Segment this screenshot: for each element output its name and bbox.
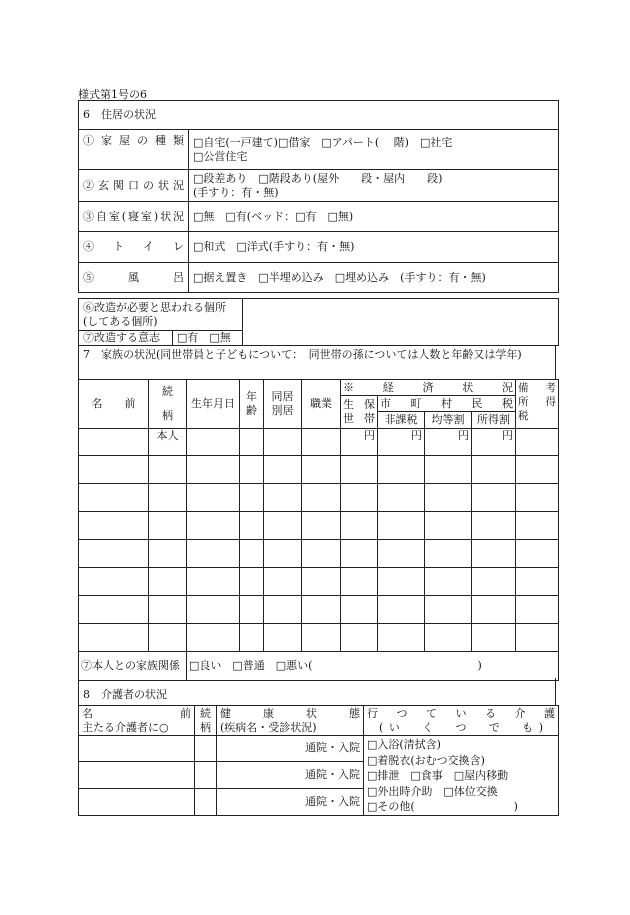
entrance-options[interactable]: □段差あり □階段あり(屋外 段・屋内 段) (手すり：有・無) [189, 170, 559, 202]
family-cell[interactable] [341, 456, 378, 484]
header-welfare: 生保 世帯 [341, 396, 378, 429]
family-row[interactable] [79, 512, 559, 540]
header-economy: ※ 経 済 状 況 [341, 380, 516, 396]
family-cell[interactable] [378, 484, 425, 512]
family-cell[interactable] [264, 456, 302, 484]
renovation-table [78, 298, 559, 346]
renovation-intent-label: ⑦改造する意志 [79, 331, 173, 346]
family-cell[interactable] [425, 456, 472, 484]
family-cell[interactable] [240, 568, 264, 596]
family-cell[interactable] [425, 568, 472, 596]
family-cell[interactable] [341, 540, 378, 568]
family-cell[interactable] [187, 540, 240, 568]
caregiver-relation-field[interactable] [195, 789, 217, 816]
header-birthdate: 生年月日 [187, 380, 240, 429]
visit-label[interactable]: 通院・入院 [217, 736, 364, 762]
family-cell[interactable] [425, 624, 472, 652]
header-job: 職業 [302, 380, 341, 429]
care-item[interactable]: □その他( ) [367, 800, 518, 813]
family-cell[interactable] [187, 456, 240, 484]
family-cell[interactable] [187, 484, 240, 512]
header-municipal-tax: 市 町 村 民 税 [378, 396, 516, 412]
family-row[interactable] [79, 540, 559, 568]
family-table [78, 379, 559, 681]
family-cell[interactable] [264, 624, 302, 652]
family-cell[interactable] [425, 512, 472, 540]
care-items[interactable] [364, 736, 559, 816]
relationship-options[interactable]: □良い □普通 □悪い( ) [187, 652, 559, 681]
family-cell[interactable] [472, 512, 516, 540]
form-number: 様式第1号の6 [78, 88, 147, 101]
family-cell[interactable] [79, 624, 149, 652]
family-cell[interactable] [472, 624, 516, 652]
family-cell[interactable] [425, 540, 472, 568]
header-age: 年 齢 [240, 380, 264, 429]
family-cell[interactable] [264, 540, 302, 568]
family-cell[interactable] [516, 624, 559, 652]
family-cell[interactable] [472, 596, 516, 624]
family-cell[interactable] [149, 456, 187, 484]
relationship-label: ⑦本人との家族関係 [79, 652, 187, 681]
family-cell[interactable] [425, 484, 472, 512]
family-cell[interactable] [264, 484, 302, 512]
bath-label: ⑤風呂 [79, 263, 189, 293]
family-row[interactable] [79, 596, 559, 624]
care-item[interactable]: □入浴(清拭含) [367, 738, 441, 751]
bath-options[interactable]: □据え置き □半埋め込み □埋め込み (手すり：有・無) [189, 263, 559, 293]
family-cell[interactable] [378, 456, 425, 484]
yen-label: 円 [472, 429, 516, 456]
family-cell[interactable] [378, 596, 425, 624]
family-cell[interactable] [79, 456, 149, 484]
housing-table [78, 100, 559, 293]
house-type-options[interactable]: □自宅(一戸建て)□借家 □アパート( 階) □社宅 □公営住宅 [189, 130, 559, 170]
family-cell[interactable] [378, 624, 425, 652]
family-cell[interactable] [378, 540, 425, 568]
family-cell[interactable] [341, 484, 378, 512]
toilet-options[interactable]: □和式 □洋式(手すり：有・無) [189, 232, 559, 263]
family-cell[interactable] [516, 568, 559, 596]
family-cell[interactable] [472, 540, 516, 568]
family-cell[interactable] [302, 568, 341, 596]
caregiver-relation-header: 続 柄 [195, 706, 217, 736]
room-label: ③自室(寝室)状況 [79, 202, 189, 232]
family-row[interactable] [79, 624, 559, 652]
family-cell[interactable] [472, 456, 516, 484]
family-cell[interactable] [240, 596, 264, 624]
caregiver-relation-field[interactable] [195, 762, 217, 789]
yen-label: 円 [341, 429, 378, 456]
housing-heading: 6 住居の状況 [79, 101, 559, 130]
renovation-location-field[interactable] [243, 299, 559, 346]
family-cell[interactable] [240, 484, 264, 512]
header-cohabit: 同居 別居 [264, 380, 302, 429]
family-row-self[interactable] [79, 429, 559, 456]
family-cell[interactable] [264, 512, 302, 540]
header-relation: 続 柄 [149, 380, 187, 429]
family-cell[interactable] [187, 568, 240, 596]
family-cell[interactable] [149, 596, 187, 624]
renovation-location-label: ⑥改造が必要と思われる個所 (してある個所) [79, 299, 243, 331]
visit-label[interactable]: 通院・入院 [217, 789, 364, 816]
family-cell[interactable] [187, 624, 240, 652]
family-cell[interactable] [149, 540, 187, 568]
header-name: 名 前 [79, 380, 149, 429]
family-row[interactable] [79, 568, 559, 596]
family-cell[interactable] [264, 596, 302, 624]
family-cell[interactable] [302, 540, 341, 568]
family-cell[interactable] [302, 456, 341, 484]
caregiver-name-field[interactable] [79, 762, 195, 789]
family-cell[interactable] [79, 596, 149, 624]
family-row[interactable] [79, 456, 559, 484]
family-cell[interactable] [302, 512, 341, 540]
family-cell[interactable] [472, 568, 516, 596]
family-cell[interactable] [187, 512, 240, 540]
family-cell[interactable] [302, 596, 341, 624]
yen-label: 円 [378, 429, 425, 456]
family-cell[interactable] [187, 596, 240, 624]
header-per-capita: 均等割 [425, 412, 472, 429]
caregiver-name-field[interactable] [79, 789, 195, 816]
entrance-label: ②玄関口の状況 [79, 170, 189, 202]
self-relation: 本人 [149, 429, 187, 456]
care-item[interactable]: □着脱衣(おむつ交換含) [367, 753, 485, 767]
family-cell[interactable] [149, 484, 187, 512]
family-cell[interactable] [149, 512, 187, 540]
family-cell[interactable] [240, 456, 264, 484]
family-cell[interactable] [516, 512, 559, 540]
caregiver-care-header: 行 つ て い る 介 護 (い く つ で も) [364, 706, 559, 736]
family-cell[interactable] [516, 596, 559, 624]
family-cell[interactable] [79, 540, 149, 568]
family-cell[interactable] [240, 624, 264, 652]
caregiver-heading: 8 介護者の状況 [78, 678, 556, 706]
family-cell[interactable] [472, 484, 516, 512]
family-cell[interactable] [341, 568, 378, 596]
yen-label: 円 [425, 429, 472, 456]
family-cell[interactable] [341, 624, 378, 652]
family-cell[interactable] [341, 512, 378, 540]
family-cell[interactable] [149, 568, 187, 596]
toilet-label: ④トイレ [79, 232, 189, 263]
family-cell[interactable] [79, 568, 149, 596]
family-cell[interactable] [240, 540, 264, 568]
family-cell[interactable] [378, 512, 425, 540]
family-heading: 7 家族の状況(同世帯員と子どもについて： 同世帯の孫については人数と年齢又は学年) [78, 345, 556, 379]
header-remarks: 備考 所得 税 [516, 380, 559, 429]
caregiver-relation-field[interactable] [195, 736, 217, 762]
caregiver-name-header: 名 前 主たる介護者に○ [79, 706, 195, 736]
family-cell[interactable] [516, 484, 559, 512]
family-cell[interactable] [302, 624, 341, 652]
family-cell[interactable] [240, 512, 264, 540]
family-cell[interactable] [149, 624, 187, 652]
caregiver-health-header: 健 康 状 態 (疾病名・受診状況) [217, 706, 364, 736]
renovation-intent-options[interactable]: □有 □無 [173, 331, 243, 346]
family-cell[interactable] [79, 512, 149, 540]
family-cell[interactable] [425, 596, 472, 624]
caregiver-table [78, 705, 559, 816]
family-cell[interactable] [516, 456, 559, 484]
care-item[interactable]: □外出時介助 □体位交換 [367, 784, 498, 798]
family-cell[interactable] [264, 568, 302, 596]
family-cell[interactable] [516, 540, 559, 568]
family-cell[interactable] [341, 596, 378, 624]
caregiver-name-field[interactable] [79, 736, 195, 762]
visit-label[interactable]: 通院・入院 [217, 762, 364, 789]
header-income-levy: 所得割 [472, 412, 516, 429]
header-non-taxable: 非課税 [378, 412, 425, 429]
family-row[interactable] [79, 484, 559, 512]
family-cell[interactable] [79, 484, 149, 512]
care-item[interactable]: □排泄 □食事 □屋内移動 [367, 769, 509, 782]
house-type-label: ①家屋の種類 [79, 130, 189, 170]
room-options[interactable]: □無 □有(ベッド：□有 □無) [189, 202, 559, 232]
family-cell[interactable] [302, 484, 341, 512]
family-cell[interactable] [378, 568, 425, 596]
